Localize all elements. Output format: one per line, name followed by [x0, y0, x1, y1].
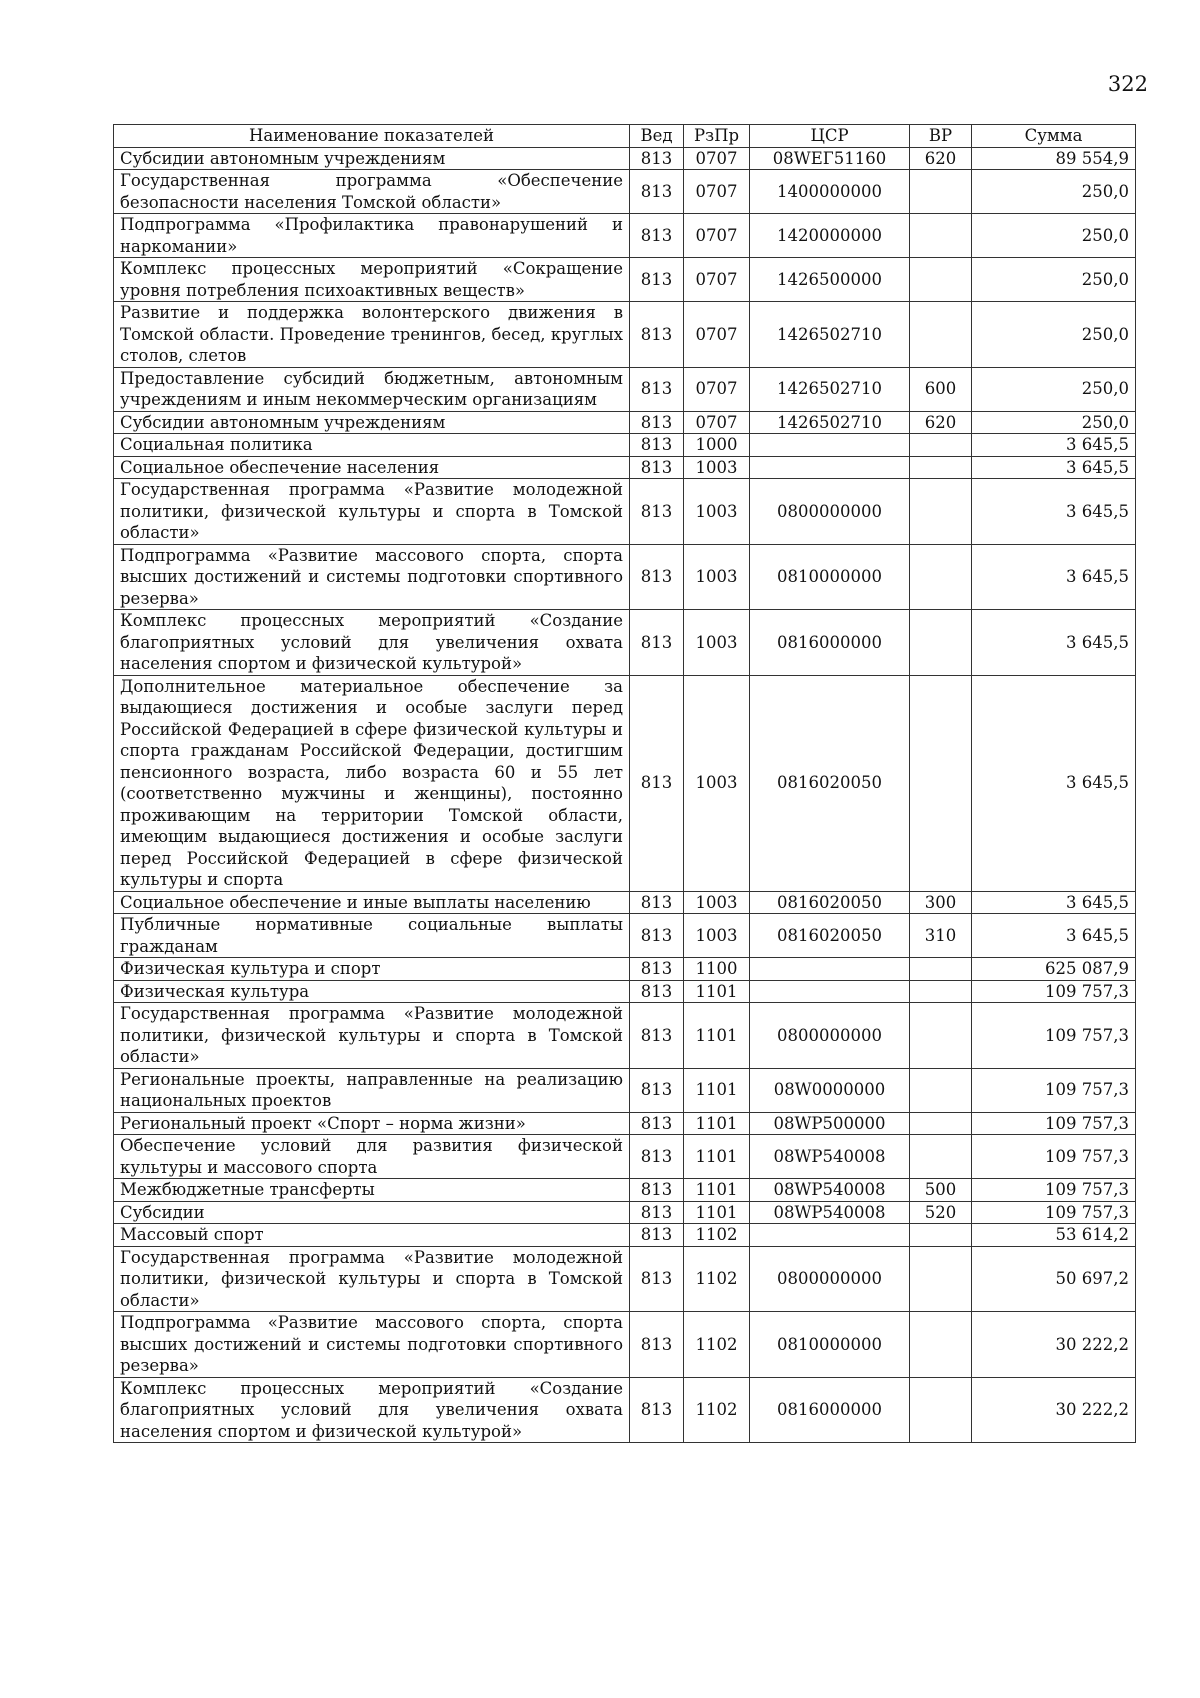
cell-name: Региональные проекты, направленные на реализацию национальных проектов — [114, 1068, 630, 1112]
cell-ved: 813 — [630, 214, 684, 258]
cell-csr: 1420000000 — [750, 214, 910, 258]
cell-csr: 0800000000 — [750, 479, 910, 545]
cell-rzpr: 0707 — [684, 258, 750, 302]
cell-csr: 0800000000 — [750, 1003, 910, 1069]
cell-name: Субсидии автономным учреждениям — [114, 147, 630, 170]
cell-name: Комплекс процессных мероприятий «Создание благоприятных условий для увеличения охвата населения спортом и физической культурой» — [114, 1377, 630, 1443]
cell-name: Предоставление субсидий бюджетным, автономным учреждениям и иным некоммерческим организациям — [114, 367, 630, 411]
header-sum: Сумма — [972, 125, 1136, 148]
table-row — [114, 258, 1136, 302]
cell-csr: 1426502710 — [750, 302, 910, 368]
cell-rzpr: 1003 — [684, 544, 750, 610]
cell-vr — [910, 1068, 972, 1112]
table-row — [114, 980, 1136, 1003]
table-row — [114, 367, 1136, 411]
cell-name: Социальное обеспечение и иные выплаты населению — [114, 891, 630, 914]
cell-name: Публичные нормативные социальные выплаты гражданам — [114, 914, 630, 958]
cell-sum: 250,0 — [972, 411, 1136, 434]
cell-rzpr: 0707 — [684, 170, 750, 214]
cell-rzpr: 1003 — [684, 914, 750, 958]
cell-ved: 813 — [630, 980, 684, 1003]
cell-csr: 08WP500000 — [750, 1112, 910, 1135]
table-row — [114, 958, 1136, 981]
table-row — [114, 891, 1136, 914]
header-rzpr: РзПр — [684, 125, 750, 148]
cell-ved: 813 — [630, 1377, 684, 1443]
cell-vr: 520 — [910, 1201, 972, 1224]
cell-vr: 620 — [910, 411, 972, 434]
cell-csr: 0810000000 — [750, 1312, 910, 1378]
cell-csr: 08WP540008 — [750, 1135, 910, 1179]
cell-vr — [910, 258, 972, 302]
table-row — [114, 1003, 1136, 1069]
cell-sum: 30 222,2 — [972, 1377, 1136, 1443]
cell-ved: 813 — [630, 479, 684, 545]
cell-vr — [910, 434, 972, 457]
cell-sum: 250,0 — [972, 302, 1136, 368]
table-row — [114, 147, 1136, 170]
header-vr: ВР — [910, 125, 972, 148]
cell-name: Массовый спорт — [114, 1224, 630, 1247]
cell-ved: 813 — [630, 411, 684, 434]
cell-name: Комплекс процессных мероприятий «Создание благоприятных условий для увеличения охвата населения спортом и физической культурой» — [114, 610, 630, 676]
cell-csr: 0816020050 — [750, 675, 910, 891]
cell-ved: 813 — [630, 1003, 684, 1069]
cell-vr — [910, 610, 972, 676]
cell-name: Межбюджетные трансферты — [114, 1179, 630, 1202]
cell-rzpr: 0707 — [684, 411, 750, 434]
cell-rzpr: 0707 — [684, 367, 750, 411]
table-header-row — [114, 125, 1136, 148]
table-row — [114, 1312, 1136, 1378]
cell-csr: 0800000000 — [750, 1246, 910, 1312]
cell-name: Подпрограмма «Развитие массового спорта, спорта высших достижений и системы подготовки спортивного резерва» — [114, 544, 630, 610]
cell-sum: 109 757,3 — [972, 980, 1136, 1003]
cell-rzpr: 1003 — [684, 610, 750, 676]
cell-vr — [910, 675, 972, 891]
cell-ved: 813 — [630, 434, 684, 457]
page-number: 322 — [1107, 72, 1148, 96]
cell-sum: 250,0 — [972, 367, 1136, 411]
table-row — [114, 456, 1136, 479]
cell-sum: 3 645,5 — [972, 610, 1136, 676]
cell-sum: 3 645,5 — [972, 891, 1136, 914]
cell-rzpr: 1000 — [684, 434, 750, 457]
cell-ved: 813 — [630, 675, 684, 891]
cell-ved: 813 — [630, 147, 684, 170]
cell-name: Социальное обеспечение населения — [114, 456, 630, 479]
cell-csr: 0816000000 — [750, 610, 910, 676]
table-row — [114, 434, 1136, 457]
table-row — [114, 479, 1136, 545]
cell-ved: 813 — [630, 544, 684, 610]
cell-vr: 310 — [910, 914, 972, 958]
cell-vr — [910, 544, 972, 610]
cell-name: Субсидии — [114, 1201, 630, 1224]
cell-vr: 620 — [910, 147, 972, 170]
cell-ved: 813 — [630, 610, 684, 676]
cell-sum: 109 757,3 — [972, 1179, 1136, 1202]
cell-rzpr: 0707 — [684, 302, 750, 368]
cell-vr — [910, 1112, 972, 1135]
cell-name: Физическая культура и спорт — [114, 958, 630, 981]
cell-ved: 813 — [630, 170, 684, 214]
cell-ved: 813 — [630, 914, 684, 958]
cell-rzpr: 0707 — [684, 214, 750, 258]
cell-vr — [910, 980, 972, 1003]
cell-sum: 53 614,2 — [972, 1224, 1136, 1247]
cell-vr: 500 — [910, 1179, 972, 1202]
table-row — [114, 1201, 1136, 1224]
table-row — [114, 411, 1136, 434]
cell-vr — [910, 479, 972, 545]
cell-csr: 0816000000 — [750, 1377, 910, 1443]
cell-name: Дополнительное материальное обеспечение за выдающиеся достижения и особые заслуги перед Российской Федерацией в сфере физической культуры и спорта гражданам Российской Федерации, достигшим пенсионного возраста, либо возраста 60 и 55 лет (соответственно мужчины и женщины), постоянно проживающим на территории Томской области, имеющим выдающиеся достижения и особые заслуги перед Российской Федерацией в сфере физической культуры и спорта — [114, 675, 630, 891]
cell-rzpr: 1003 — [684, 675, 750, 891]
cell-csr: 1426502710 — [750, 367, 910, 411]
cell-sum: 3 645,5 — [972, 914, 1136, 958]
cell-ved: 813 — [630, 302, 684, 368]
cell-ved: 813 — [630, 1312, 684, 1378]
cell-ved: 813 — [630, 1068, 684, 1112]
cell-vr — [910, 1312, 972, 1378]
cell-csr: 1400000000 — [750, 170, 910, 214]
cell-vr — [910, 170, 972, 214]
cell-name: Субсидии автономным учреждениям — [114, 411, 630, 434]
cell-name: Региональный проект «Спорт – норма жизни» — [114, 1112, 630, 1135]
header-csr: ЦСР — [750, 125, 910, 148]
cell-rzpr: 1102 — [684, 1246, 750, 1312]
table-row — [114, 1377, 1136, 1443]
cell-ved: 813 — [630, 1179, 684, 1202]
table-row — [114, 1068, 1136, 1112]
table-row — [114, 302, 1136, 368]
table-row — [114, 214, 1136, 258]
cell-rzpr: 1102 — [684, 1312, 750, 1378]
cell-sum: 3 645,5 — [972, 675, 1136, 891]
table-row — [114, 914, 1136, 958]
cell-sum: 3 645,5 — [972, 456, 1136, 479]
table-row — [114, 1179, 1136, 1202]
cell-ved: 813 — [630, 1246, 684, 1312]
cell-rzpr: 1102 — [684, 1377, 750, 1443]
cell-vr — [910, 1135, 972, 1179]
cell-ved: 813 — [630, 1224, 684, 1247]
cell-csr: 08WЕГ51160 — [750, 147, 910, 170]
cell-sum: 250,0 — [972, 214, 1136, 258]
cell-vr: 600 — [910, 367, 972, 411]
cell-name: Подпрограмма «Профилактика правонарушений и наркомании» — [114, 214, 630, 258]
cell-csr: 1426500000 — [750, 258, 910, 302]
cell-sum: 109 757,3 — [972, 1068, 1136, 1112]
table-row — [114, 544, 1136, 610]
cell-rzpr: 1003 — [684, 479, 750, 545]
cell-ved: 813 — [630, 1201, 684, 1224]
cell-rzpr: 1101 — [684, 1068, 750, 1112]
header-ved: Вед — [630, 125, 684, 148]
cell-name: Развитие и поддержка волонтерского движения в Томской области. Проведение тренингов, бесед, круглых столов, слетов — [114, 302, 630, 368]
cell-name: Обеспечение условий для развития физической культуры и массового спорта — [114, 1135, 630, 1179]
table-row — [114, 170, 1136, 214]
cell-sum: 250,0 — [972, 258, 1136, 302]
cell-name: Государственная программа «Развитие молодежной политики, физической культуры и спорта в Томской области» — [114, 1003, 630, 1069]
cell-sum: 625 087,9 — [972, 958, 1136, 981]
cell-csr: 08WP540008 — [750, 1179, 910, 1202]
table-row — [114, 1112, 1136, 1135]
cell-rzpr: 1101 — [684, 1135, 750, 1179]
cell-csr — [750, 1224, 910, 1247]
cell-rzpr: 1003 — [684, 456, 750, 479]
cell-vr — [910, 958, 972, 981]
cell-vr — [910, 456, 972, 479]
cell-vr — [910, 1224, 972, 1247]
cell-name: Государственная программа «Развитие молодежной политики, физической культуры и спорта в Томской области» — [114, 479, 630, 545]
cell-sum: 50 697,2 — [972, 1246, 1136, 1312]
cell-rzpr: 1003 — [684, 891, 750, 914]
cell-sum: 109 757,3 — [972, 1112, 1136, 1135]
cell-ved: 813 — [630, 258, 684, 302]
cell-sum: 109 757,3 — [972, 1003, 1136, 1069]
cell-ved: 813 — [630, 891, 684, 914]
cell-rzpr: 1101 — [684, 1179, 750, 1202]
cell-sum: 89 554,9 — [972, 147, 1136, 170]
table-body — [114, 147, 1136, 1443]
header-name: Наименование показателей — [114, 125, 630, 148]
cell-sum: 109 757,3 — [972, 1201, 1136, 1224]
cell-sum: 3 645,5 — [972, 434, 1136, 457]
cell-csr: 0816020050 — [750, 891, 910, 914]
cell-vr — [910, 214, 972, 258]
cell-csr — [750, 456, 910, 479]
cell-csr — [750, 980, 910, 1003]
table-row — [114, 1135, 1136, 1179]
budget-table — [113, 124, 1136, 1443]
cell-sum: 30 222,2 — [972, 1312, 1136, 1378]
cell-csr: 1426502710 — [750, 411, 910, 434]
cell-rzpr: 1102 — [684, 1224, 750, 1247]
cell-rzpr: 1100 — [684, 958, 750, 981]
cell-vr: 300 — [910, 891, 972, 914]
table-row — [114, 610, 1136, 676]
cell-rzpr: 1101 — [684, 1112, 750, 1135]
cell-ved: 813 — [630, 456, 684, 479]
cell-rzpr: 1101 — [684, 980, 750, 1003]
cell-csr: 08W0000000 — [750, 1068, 910, 1112]
cell-vr — [910, 302, 972, 368]
cell-csr: 08WP540008 — [750, 1201, 910, 1224]
cell-name: Подпрограмма «Развитие массового спорта, спорта высших достижений и системы подготовки спортивного резерва» — [114, 1312, 630, 1378]
cell-name: Комплекс процессных мероприятий «Сокращение уровня потребления психоактивных веществ» — [114, 258, 630, 302]
cell-rzpr: 1101 — [684, 1201, 750, 1224]
cell-ved: 813 — [630, 367, 684, 411]
cell-csr — [750, 434, 910, 457]
cell-csr: 0816020050 — [750, 914, 910, 958]
cell-ved: 813 — [630, 958, 684, 981]
table-row — [114, 1246, 1136, 1312]
cell-name: Физическая культура — [114, 980, 630, 1003]
cell-rzpr: 1101 — [684, 1003, 750, 1069]
cell-name: Социальная политика — [114, 434, 630, 457]
cell-rzpr: 0707 — [684, 147, 750, 170]
cell-vr — [910, 1377, 972, 1443]
table-row — [114, 1224, 1136, 1247]
cell-sum: 3 645,5 — [972, 479, 1136, 545]
cell-sum: 109 757,3 — [972, 1135, 1136, 1179]
cell-sum: 250,0 — [972, 170, 1136, 214]
cell-csr — [750, 958, 910, 981]
cell-ved: 813 — [630, 1112, 684, 1135]
cell-vr — [910, 1246, 972, 1312]
table-row — [114, 675, 1136, 891]
cell-name: Государственная программа «Развитие молодежной политики, физической культуры и спорта в Томской области» — [114, 1246, 630, 1312]
cell-name: Государственная программа «Обеспечение безопасности населения Томской области» — [114, 170, 630, 214]
cell-ved: 813 — [630, 1135, 684, 1179]
cell-sum: 3 645,5 — [972, 544, 1136, 610]
cell-csr: 0810000000 — [750, 544, 910, 610]
cell-vr — [910, 1003, 972, 1069]
